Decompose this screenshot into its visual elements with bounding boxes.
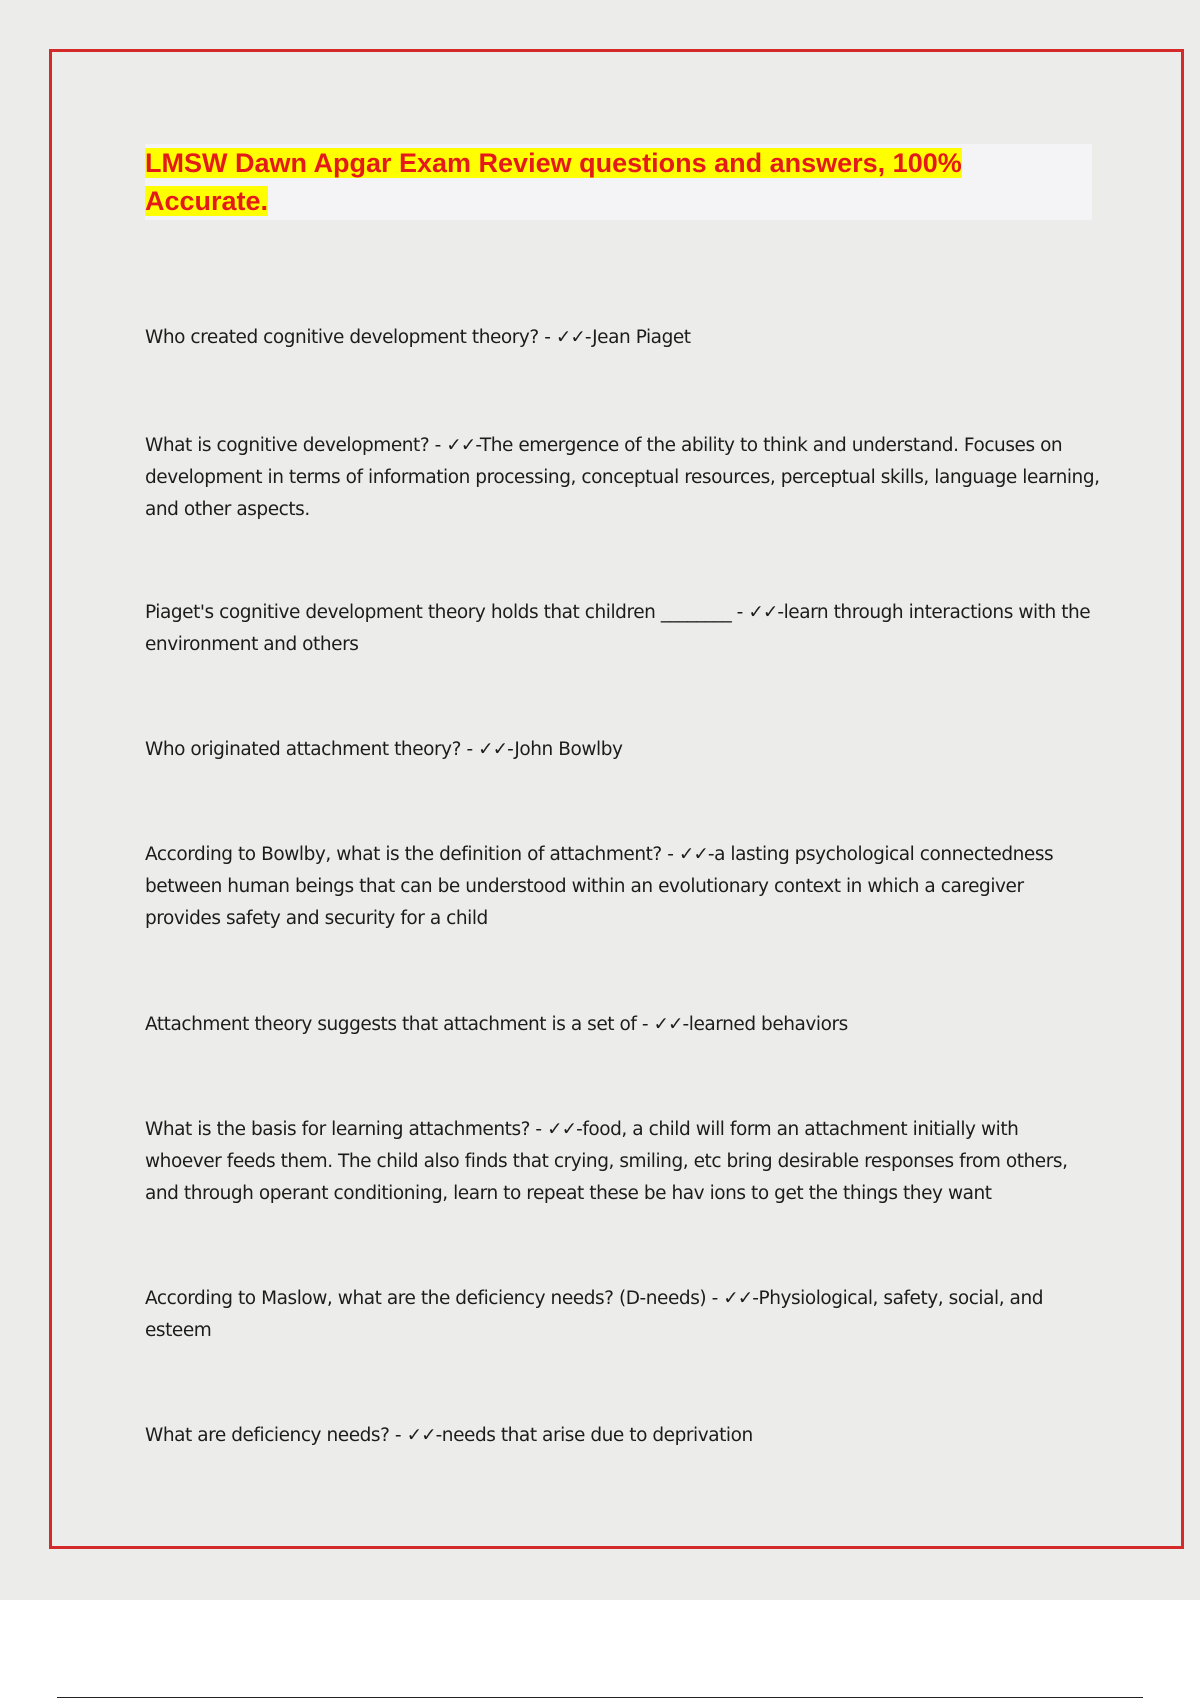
check-icon: ✓✓ [547, 1119, 577, 1140]
question: What is cognitive development? - [145, 435, 447, 456]
answer: -Jean Piaget [584, 327, 691, 348]
question: According to Bowlby, what is the definition of attachment? - [145, 844, 679, 865]
qa-item-4 [145, 734, 1100, 766]
check-icon: ✓✓ [446, 435, 476, 456]
check-icon: ✓✓ [723, 1288, 753, 1309]
question: Piaget's cognitive development theory holds that children ________ - [145, 602, 749, 623]
answer: -food, a child will form an attachment initially with whoever feeds them. The child also finds that crying, smiling, etc bring desirable responses from others, and through operant conditioning, learn to repeat these be hav ions to get the things they want [145, 1119, 1068, 1204]
answer: -learned behaviors [682, 1014, 848, 1035]
question: What is the basis for learning attachments? - [145, 1119, 548, 1140]
answer: -learn through interactions with the environment and others [145, 602, 1091, 655]
qa-item-3 [145, 597, 1100, 661]
question: What are deficiency needs? - [145, 1425, 407, 1446]
answer: -The emergence of the ability to think and understand. Focuses on development in terms of information processing, conceptual resources, perceptual skills, language learning, and other aspects. [145, 435, 1100, 520]
question: Who originated attachment theory? - [145, 739, 479, 760]
answer: -needs that arise due to deprivation [435, 1425, 753, 1446]
answer: -a lasting psychological connectedness between human beings that can be understood within an evolutionary context in which a caregiver provides safety and security for a child [145, 844, 1054, 929]
question: Who created cognitive development theory? - [145, 327, 556, 348]
answer: -John Bowlby [507, 739, 623, 760]
check-icon: ✓✓ [555, 327, 585, 348]
check-icon: ✓✓ [653, 1014, 683, 1035]
answer: -Physiological, safety, social, and esteem [145, 1288, 1044, 1341]
check-icon: ✓✓ [748, 602, 778, 623]
document-title [145, 144, 1025, 220]
check-icon: ✓✓ [678, 844, 708, 865]
qa-item-1 [145, 322, 1100, 354]
qa-item-2 [145, 430, 1100, 526]
qa-item-8 [145, 1283, 1100, 1347]
question: According to Maslow, what are the deficiency needs? (D-needs) - [145, 1288, 724, 1309]
qa-item-5 [145, 839, 1100, 935]
qa-item-7 [145, 1114, 1100, 1210]
question: Attachment theory suggests that attachment is a set of - [145, 1014, 654, 1035]
check-icon: ✓✓ [406, 1425, 436, 1446]
qa-item-9 [145, 1420, 1100, 1452]
qa-item-6 [145, 1009, 1100, 1041]
footer-rule [57, 1697, 1143, 1698]
check-icon: ✓✓ [478, 739, 508, 760]
document-title-text: LMSW Dawn Apgar Exam Review questions and answers, 100% Accurate. [145, 148, 962, 216]
